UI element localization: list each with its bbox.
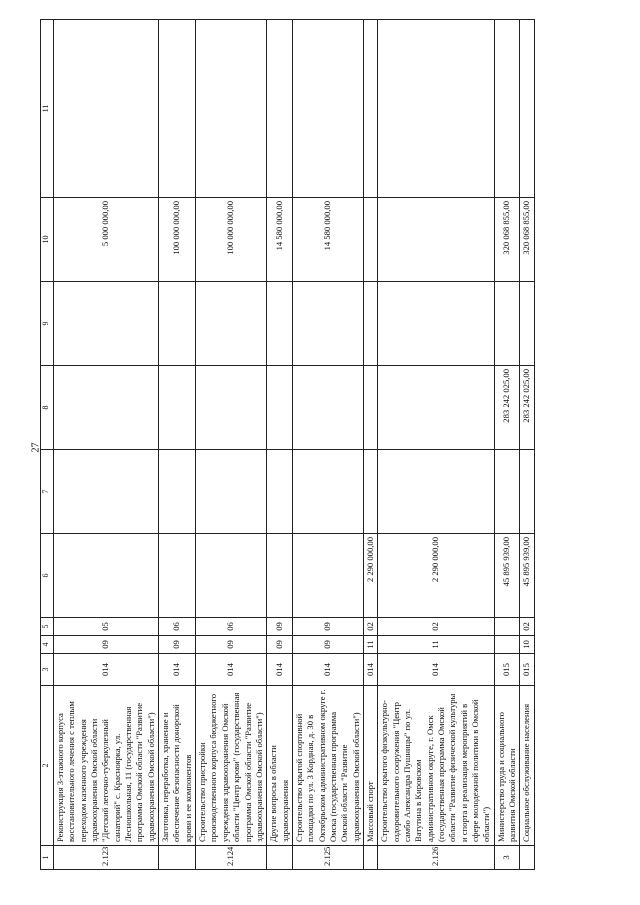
table-row	[520, 20, 534, 870]
amount-col8-cell	[267, 366, 293, 450]
page-number: 27	[30, 442, 42, 453]
amount-col6-cell: 2 290 000,00	[378, 534, 494, 618]
amount-col10-cell	[378, 198, 494, 282]
header-cell: 5	[41, 618, 54, 636]
row-name-cell: Социальное обслуживание населения	[520, 686, 534, 846]
amount-col8-cell	[54, 366, 159, 450]
amount-col11-cell	[520, 20, 534, 198]
table-row	[378, 20, 494, 870]
table-row	[196, 20, 267, 870]
header-cell: 6	[41, 534, 54, 618]
amount-col10-cell: 100 000 000,00	[196, 198, 267, 282]
row-name-cell: Строительство крытого физкультурно-оздоровительного сооружения "Центр самбо Александра Пушницы" по ул. Ватутина в Кировском административном округе, г. Омск (государственная программа Омской области "Развитие физической культуры и спорта и реализация мероприятий в сфере молодежной политики в Омской области")	[378, 686, 494, 846]
rotated-table-wrapper	[40, 20, 535, 870]
header-cell: 10	[41, 198, 54, 282]
table-row	[54, 20, 159, 870]
amount-col9-cell	[196, 282, 267, 366]
header-row	[41, 20, 54, 870]
amount-col8-cell	[292, 366, 363, 450]
table-row	[363, 20, 377, 870]
amount-col9-cell	[267, 282, 293, 366]
amount-col11-cell	[159, 20, 196, 198]
section-code-cell: 09	[54, 636, 159, 654]
amount-col11-cell	[292, 20, 363, 198]
subsection-code-cell: 05	[54, 618, 159, 636]
row-name-cell: Министерство труда и социального развития Омской области	[494, 686, 520, 846]
subsection-code-cell: 06	[159, 618, 196, 636]
row-number-cell: 3	[494, 846, 520, 870]
amount-col10-cell	[363, 198, 377, 282]
section-code-cell: 09	[267, 636, 293, 654]
subsection-code-cell: 09	[267, 618, 293, 636]
table-body	[41, 20, 535, 870]
row-number-cell	[520, 846, 534, 870]
amount-col7-cell	[196, 450, 267, 534]
table-row	[494, 20, 520, 870]
amount-col11-cell	[267, 20, 293, 198]
amount-col6-cell: 2 290 000,00	[363, 534, 377, 618]
amount-col10-cell: 320 068 855,00	[520, 198, 534, 282]
amount-col6-cell: 45 895 939,00	[494, 534, 520, 618]
amount-col11-cell	[363, 20, 377, 198]
header-cell: 4	[41, 636, 54, 654]
row-name-cell: Другие вопросы в области здравоохранения	[267, 686, 293, 846]
amount-col10-cell: 320 068 855,00	[494, 198, 520, 282]
header-cell: 11	[41, 20, 54, 198]
amount-col6-cell: 45 895 939,00	[520, 534, 534, 618]
amount-col7-cell	[363, 450, 377, 534]
ministry-code-cell: 014	[363, 654, 377, 686]
section-code-cell: 10	[520, 636, 534, 654]
subsection-code-cell: 02	[520, 618, 534, 636]
amount-col10-cell: 5 000 000,00	[54, 198, 159, 282]
table-row	[267, 20, 293, 870]
row-number-cell	[159, 846, 196, 870]
row-name-cell: Заготовка, переработка, хранение и обеспечение безопасности донорской крови и ее компонентов	[159, 686, 196, 846]
section-code-cell: 11	[363, 636, 377, 654]
amount-col10-cell: 100 000 000,00	[159, 198, 196, 282]
ministry-code-cell: 014	[54, 654, 159, 686]
amount-col11-cell	[378, 20, 494, 198]
amount-col6-cell	[196, 534, 267, 618]
ministry-code-cell: 014	[159, 654, 196, 686]
amount-col8-cell	[378, 366, 494, 450]
ministry-code-cell: 015	[494, 654, 520, 686]
row-number-cell: 2.123	[54, 846, 159, 870]
amount-col8-cell	[363, 366, 377, 450]
row-number-cell: 2.126	[378, 846, 494, 870]
ministry-code-cell: 014	[378, 654, 494, 686]
amount-col9-cell	[54, 282, 159, 366]
amount-col7-cell	[292, 450, 363, 534]
amount-col7-cell	[54, 450, 159, 534]
subsection-code-cell: 02	[363, 618, 377, 636]
row-name-cell: Реконструкция 3-этажного корпуса восстановительного лечения с теплым переходом казенного учреждения здравоохранения Омской области "Детский легочно-туберкулезный санаторий" с. Красноярка, ул. Лесношкольная, 11 (государственная программа Омской области "Развитие здравоохранения Омской области")	[54, 686, 159, 846]
table-row	[292, 20, 363, 870]
header-cell: 8	[41, 366, 54, 450]
amount-col11-cell	[54, 20, 159, 198]
section-code-cell: 09	[292, 636, 363, 654]
amount-col9-cell	[159, 282, 196, 366]
amount-col7-cell	[159, 450, 196, 534]
section-code-cell	[494, 636, 520, 654]
amount-col6-cell	[267, 534, 293, 618]
row-name-cell: Массовый спорт	[363, 686, 377, 846]
row-name-cell: Строительство пристройки производственного корпуса бюджетного учреждения здравоохранения Омской области "Центр крови" (государственная программа Омской области "Развитие здравоохранения Омской области")	[196, 686, 267, 846]
amount-col8-cell: 283 242 025,00	[520, 366, 534, 450]
header-cell: 1	[41, 846, 54, 870]
amount-col7-cell	[267, 450, 293, 534]
row-number-cell	[363, 846, 377, 870]
amount-col9-cell	[363, 282, 377, 366]
amount-col11-cell	[494, 20, 520, 198]
header-cell: 3	[41, 654, 54, 686]
amount-col9-cell	[378, 282, 494, 366]
amount-col6-cell	[292, 534, 363, 618]
amount-col8-cell	[159, 366, 196, 450]
header-cell: 7	[41, 450, 54, 534]
amount-col7-cell	[494, 450, 520, 534]
amount-col10-cell: 14 580 000,00	[267, 198, 293, 282]
header-cell: 2	[41, 686, 54, 846]
amount-col10-cell: 14 580 000,00	[292, 198, 363, 282]
row-number-cell	[267, 846, 293, 870]
ministry-code-cell: 015	[520, 654, 534, 686]
subsection-code-cell	[494, 618, 520, 636]
amount-col9-cell	[494, 282, 520, 366]
amount-col8-cell: 283 242 025,00	[494, 366, 520, 450]
amount-col9-cell	[292, 282, 363, 366]
table-row	[159, 20, 196, 870]
row-name-cell: Строительство крытой спортивной площадки по ул. 3 Кордная, д. 30 в Октябрьском административном округе г. Омска (государственная программа Омской области "Развитие здравоохранения Омской области")	[292, 686, 363, 846]
section-code-cell: 09	[196, 636, 267, 654]
subsection-code-cell: 06	[196, 618, 267, 636]
subsection-code-cell: 02	[378, 618, 494, 636]
ministry-code-cell: 014	[292, 654, 363, 686]
budget-table	[40, 19, 535, 870]
section-code-cell: 09	[159, 636, 196, 654]
amount-col9-cell	[520, 282, 534, 366]
header-cell: 9	[41, 282, 54, 366]
amount-col7-cell	[520, 450, 534, 534]
ministry-code-cell: 014	[196, 654, 267, 686]
amount-col6-cell	[54, 534, 159, 618]
row-number-cell: 2.125	[292, 846, 363, 870]
row-number-cell: 2.124	[196, 846, 267, 870]
subsection-code-cell: 09	[292, 618, 363, 636]
ministry-code-cell: 014	[267, 654, 293, 686]
section-code-cell: 11	[378, 636, 494, 654]
amount-col7-cell	[378, 450, 494, 534]
amount-col6-cell	[159, 534, 196, 618]
amount-col11-cell	[196, 20, 267, 198]
amount-col8-cell	[196, 366, 267, 450]
